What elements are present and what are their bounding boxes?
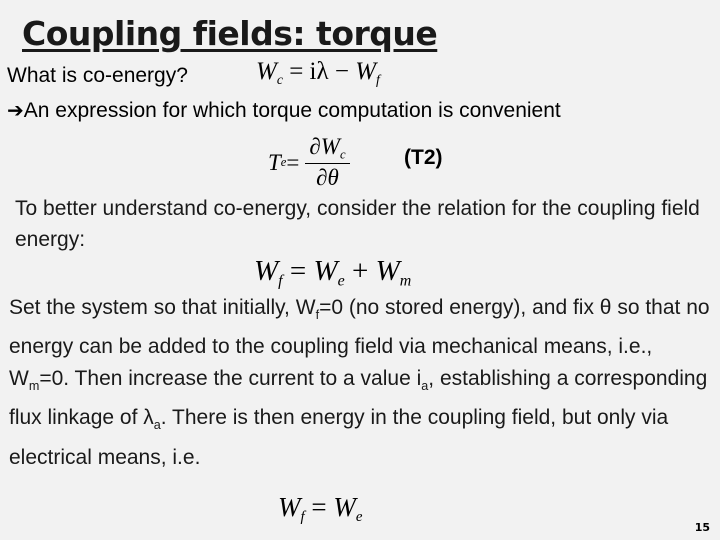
eq-symbol: ∂W bbox=[309, 134, 340, 159]
slide-title: Coupling fields: torque bbox=[22, 14, 438, 53]
eq-subscript: c bbox=[276, 71, 283, 87]
eq-subscript: e bbox=[337, 272, 345, 290]
paragraph-text: =0. Then increase the current to a value i bbox=[39, 367, 422, 391]
paragraph-subscript: a bbox=[421, 379, 429, 394]
fraction-denominator: ∂θ bbox=[316, 165, 339, 191]
co-energy-equation bbox=[256, 58, 380, 88]
equation-tag: (T2) bbox=[404, 146, 443, 169]
eq-subscript: e bbox=[280, 155, 287, 170]
paragraph-system-setup bbox=[9, 292, 715, 474]
paragraph-coupling-energy: To better understand co-energy, consider the relation for the coupling field energy: bbox=[15, 197, 700, 251]
eq-operator: = bbox=[286, 149, 300, 175]
arrow-statement bbox=[7, 98, 561, 123]
paragraph-text: . There is then energy in the coupling field, but only via electrical means, i.e. bbox=[9, 406, 669, 469]
eq-symbol: W bbox=[355, 58, 377, 85]
eq-operator: + bbox=[344, 255, 376, 287]
eq-subscript: m bbox=[399, 272, 412, 290]
paragraph-subscript: m bbox=[28, 379, 40, 394]
torque-equation bbox=[268, 134, 350, 191]
electrical-energy-equation bbox=[278, 492, 362, 526]
eq-symbol: W bbox=[333, 492, 356, 522]
arrow-statement-text: An expression for which torque computation is convenient bbox=[23, 99, 561, 122]
field-energy-equation bbox=[254, 255, 411, 291]
right-arrow-icon: ➔ bbox=[7, 100, 24, 122]
eq-subscript: f bbox=[376, 71, 380, 87]
eq-operator: = iλ − bbox=[282, 58, 356, 85]
eq-symbol: W bbox=[256, 58, 277, 85]
paragraph-text: =0 (no stored energy), and fix θ so that no energy can be added to the coupling field via mechanical means, i.e., W bbox=[9, 296, 710, 391]
question-text: What is co-energy? bbox=[7, 64, 188, 87]
eq-subscript: c bbox=[339, 147, 346, 162]
eq-symbol: W bbox=[278, 492, 301, 522]
eq-operator: = bbox=[282, 255, 314, 287]
paragraph-text: Set the system so that initially, W bbox=[9, 296, 316, 319]
fraction bbox=[305, 134, 349, 191]
eq-subscript: e bbox=[355, 509, 363, 526]
page-number: 15 bbox=[694, 521, 710, 534]
eq-subscript: f bbox=[278, 272, 283, 290]
eq-symbol: W bbox=[375, 255, 400, 287]
eq-subscript: f bbox=[300, 509, 305, 526]
eq-symbol: T bbox=[268, 149, 281, 175]
eq-symbol: W bbox=[313, 255, 338, 287]
paragraph-text: , establishing a corresponding flux linkage of λ bbox=[9, 367, 708, 430]
fraction-numerator bbox=[305, 134, 349, 164]
paragraph-subscript: a bbox=[153, 418, 161, 433]
paragraph-subscript: f bbox=[315, 308, 320, 323]
eq-operator: = bbox=[304, 492, 334, 522]
eq-symbol: W bbox=[254, 255, 279, 287]
